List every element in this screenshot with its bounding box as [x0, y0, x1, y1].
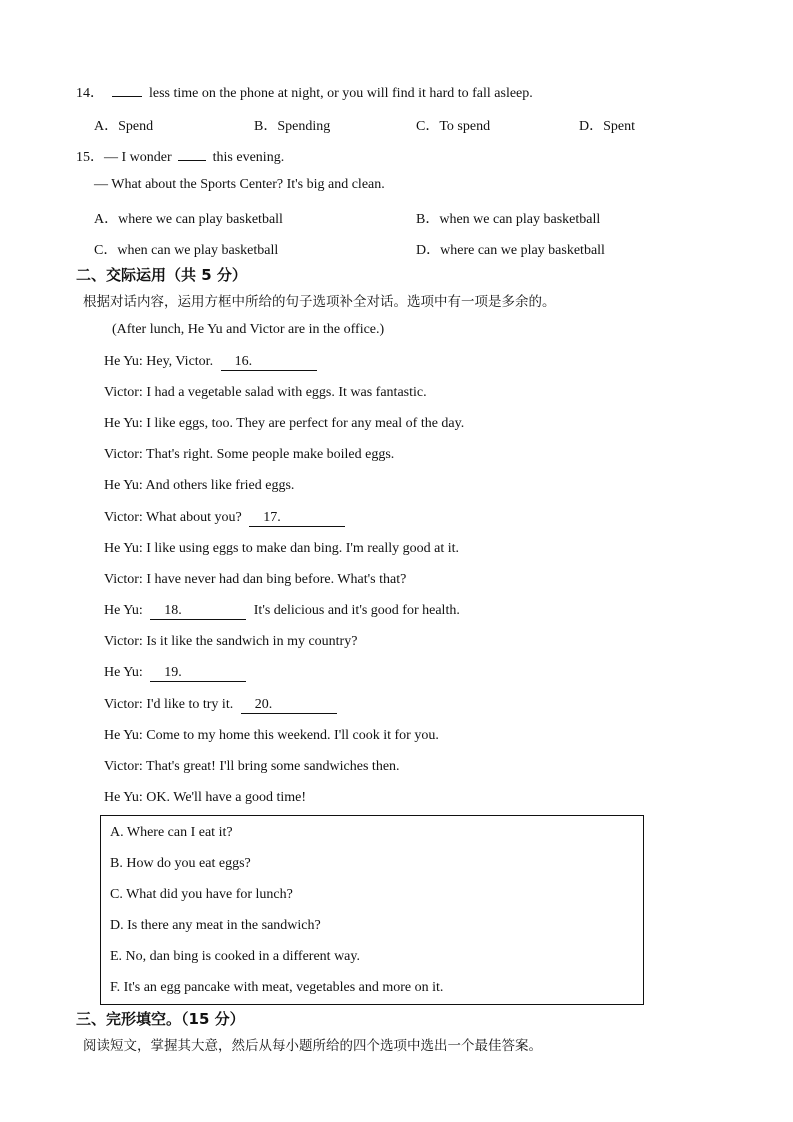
dialogue-line: Victor: I have never had dan bing before. What's that? — [104, 572, 407, 587]
question-number: 15． — [76, 150, 104, 165]
question-stem: less time on the phone at night, or you will find it hard to fall asleep. — [149, 86, 533, 101]
dialogue-line: He Yu: Come to my home this weekend. I'll cook it for you. — [104, 728, 439, 743]
section-2-title: 二、交际运用（共 5 分） — [76, 266, 247, 284]
question-15-response: — What about the Sports Center? It's big and clean. — [94, 177, 385, 192]
section-2-instruction: 根据对话内容，运用方框中所给的句子选项补全对话。选项中有一项是多余的。 — [83, 294, 556, 310]
choice-d: D. Is there any meat in the sandwich? — [110, 918, 321, 933]
dialogue-line: He Yu: I like using eggs to make dan bing. I'm really good at it. — [104, 541, 460, 556]
blank-20: 20. — [241, 697, 337, 714]
option-a: A．where we can play basketball — [94, 212, 283, 227]
dialogue-line: He Yu: And others like fried eggs. — [104, 478, 295, 493]
section-3-instruction: 阅读短文，掌握其大意，然后从每小题所给的四个选项中选出一个最佳答案。 — [83, 1038, 542, 1054]
dialogue-scene: (After lunch, He Yu and Victor are in the office.) — [112, 322, 385, 337]
answer-blank — [178, 146, 206, 161]
dialogue-line: Victor: I had a vegetable salad with eggs. It was fantastic. — [104, 385, 427, 400]
choice-f: F. It's an egg pancake with meat, vegetables and more on it. — [110, 980, 444, 995]
dialogue-line: He Yu: 18. It's delicious and it's good for health. — [104, 603, 460, 618]
choices-box — [100, 815, 644, 1005]
option-c: C．To spend — [416, 119, 491, 134]
option-d: D．where can we play basketball — [416, 243, 605, 258]
dialogue-line: He Yu: Hey, Victor. 16. — [104, 354, 317, 371]
choice-a: A. Where can I eat it? — [110, 825, 233, 840]
answer-blank — [112, 82, 142, 97]
dialogue-line: Victor: Is it like the sandwich in my country? — [104, 634, 358, 649]
choice-b: B. How do you eat eggs? — [110, 856, 251, 871]
dialogue-line: Victor: That's great! I'll bring some sandwiches then. — [104, 759, 400, 774]
question-number: 14． — [76, 86, 104, 101]
section-3-title: 三、完形填空。（15 分） — [76, 1010, 245, 1028]
blank-16: 16. — [221, 354, 317, 371]
blank-18: 18. — [150, 603, 246, 620]
option-a: A．Spend — [94, 119, 154, 134]
dialogue-line: He Yu: OK. We'll have a good time! — [104, 790, 307, 805]
dialogue-line: He Yu: 19. — [104, 665, 246, 682]
dialogue-line: Victor: I'd like to try it. 20. — [104, 697, 337, 714]
question-15: 15．— I wonder this evening. — [76, 146, 284, 166]
choice-e: E. No, dan bing is cooked in a different way. — [110, 949, 360, 964]
option-b: B．Spending — [254, 119, 331, 134]
option-b: B．when we can play basketball — [416, 212, 601, 227]
choice-c: C. What did you have for lunch? — [110, 887, 293, 902]
dialogue-line: Victor: What about you? 17. — [104, 510, 345, 527]
question-14 — [76, 82, 533, 102]
dialogue-line: Victor: That's right. Some people make boiled eggs. — [104, 447, 395, 462]
blank-19: 19. — [150, 665, 246, 682]
option-c: C．when can we play basketball — [94, 243, 279, 258]
dialogue-line: He Yu: I like eggs, too. They are perfect for any meal of the day. — [104, 416, 465, 431]
option-d: D．Spent — [579, 119, 636, 134]
blank-17: 17. — [249, 510, 345, 527]
